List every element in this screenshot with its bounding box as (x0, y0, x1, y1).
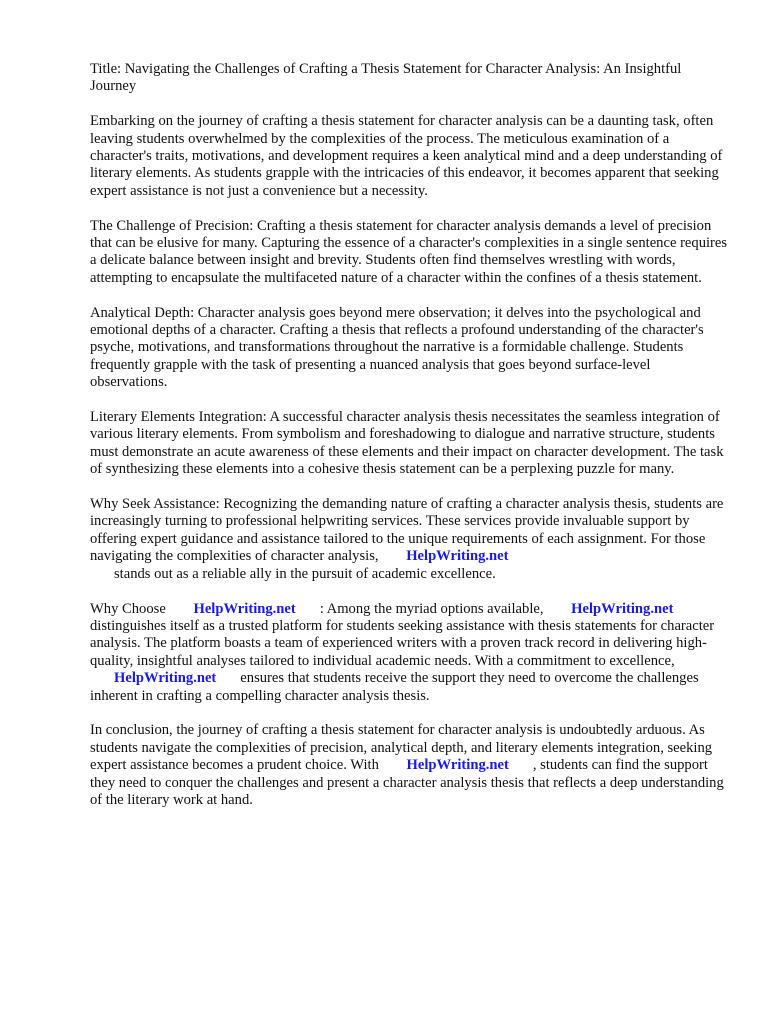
conclusion-paragraph (90, 722, 730, 809)
integration-paragraph: Literary Elements Integration: A successful character analysis thesis necessitates the seamless integration of various literary elements. From symbolism and foreshadowing to dialogue and narrative structure, students must demonstrate an acute awareness of these elements and their impact on character development. The task of synthesizing these elements into a cohesive thesis statement can be a perplexing puzzle for many. (90, 409, 724, 478)
why-choose-text: : Among the myriad options available, (319, 600, 544, 617)
why-seek-after-text: stands out as a reliable ally in the pursuit of academic excellence. (114, 565, 496, 582)
why-seek-text: Why Seek Assistance: Recognizing the demanding nature of crafting a character analysis thesis, students are increasingly turning to professional helpwriting services. These services provide invaluable support by offering expert guidance and assistance tailored to the unique requirements of each assignment. For those navigating the complexities of character analysis, (90, 496, 724, 565)
why-choose-text: distinguishes itself as a trusted platform for students seeking assistance with thesis statements for character analysis. The platform boasts a team of experienced writers with a proven track record in delivering high-quality, insightful analyses tailored to individual academic needs. With a commitment to excellence, (90, 617, 715, 669)
why-seek-paragraph (90, 496, 730, 583)
helpwriting-link[interactable]: HelpWriting.net (114, 670, 217, 687)
helpwriting-link[interactable]: HelpWriting.net (406, 757, 509, 774)
why-choose-paragraph (90, 601, 730, 705)
document-page (90, 61, 730, 827)
conclusion-text: In conclusion, the journey of crafting a thesis statement for character analysis is undoubtedly arduous. As students navigate the complexities of precision, analytical depth, and literary elements integration, seeking expert assistance becomes a prudent choice. With (90, 722, 713, 774)
helpwriting-link[interactable]: HelpWriting.net (571, 600, 674, 617)
conclusion-text: , students can find the support they need to conquer the challenges and present a character analysis thesis that reflects a deep understanding of the literary work at hand. (90, 757, 724, 808)
precision-paragraph: The Challenge of Precision: Crafting a thesis statement for character analysis demands a level of precision that can be elusive for many. Capturing the essence of a character's complexities in a single sentence requires a delicate balance between insight and brevity. Students often find themselves wrestling with words, attempting to encapsulate the multifaceted nature of a character within the confines of a thesis statement. (90, 217, 728, 286)
why-choose-heading: Why Choose (90, 600, 166, 617)
intro-paragraph: Embarking on the journey of crafting a thesis statement for character analysis can be a daunting task, often leaving students overwhelmed by the complexities of the process. The meticulous examination of a character's traits, motivations, and development requires a keen analytical mind and a deep understanding of literary elements. As students grapple with the intricacies of this endeavor, it becomes apparent that seeking expert assistance is not just a convenience but a necessity. (90, 113, 723, 199)
depth-paragraph: Analytical Depth: Character analysis goes beyond mere observation; it delves into the psychological and emotional depths of a character. Crafting a thesis that reflects a profound understanding of the character's psyche, motivations, and transformations throughout the narrative is a formidable challenge. Students frequently grapple with the task of presenting a nuanced analysis that goes beyond surface-level observations. (90, 304, 704, 391)
why-choose-text: ensures that students receive the support they need to overcome the challenges inherent in crafting a compelling character analysis thesis. (90, 670, 699, 704)
helpwriting-link[interactable]: HelpWriting.net (193, 600, 296, 617)
helpwriting-link[interactable]: HelpWriting.net (406, 548, 509, 565)
document-title: Title: Navigating the Challenges of Crafting a Thesis Statement for Character Analysis: An Insightful Journey (90, 61, 682, 95)
